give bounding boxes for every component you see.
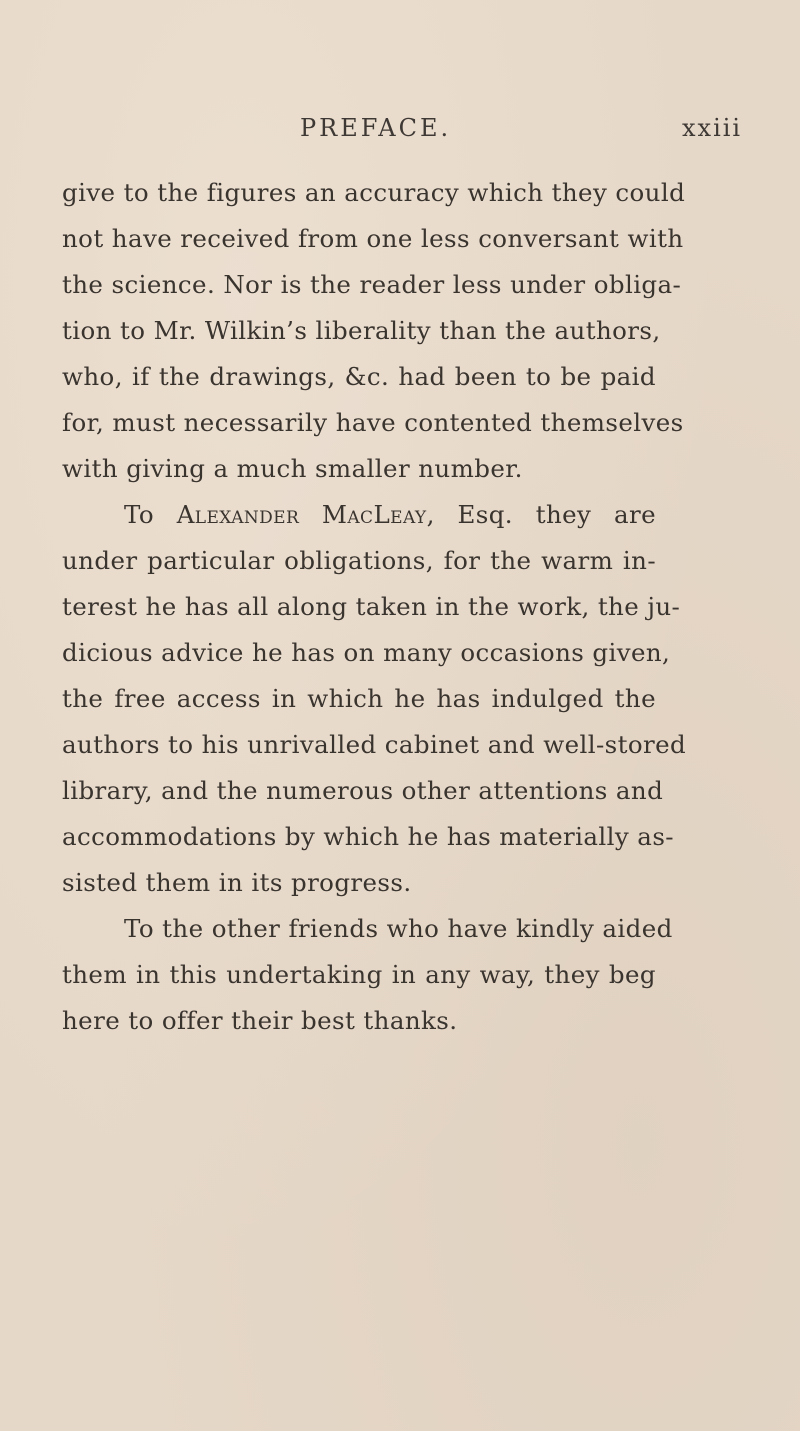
text-line: give to the figures an accuracy which they could (62, 178, 686, 207)
text-line: for, must necessarily have contented themselves (62, 408, 684, 437)
running-head (0, 114, 800, 154)
text-line: here to offer their best thanks. (62, 1006, 458, 1035)
text-line: To the other friends who have kindly aided (124, 914, 673, 943)
text-line-lead (62, 492, 656, 538)
lead-suffix: , Esq. they are (426, 500, 656, 529)
lead-prefix: To (124, 500, 177, 529)
person-name: Alexander MacLeay (176, 500, 427, 529)
body-text (62, 170, 687, 1044)
page-number: xxiii (682, 114, 743, 142)
text-line: them in this undertaking in any way, they beg (62, 960, 656, 989)
text-line: under particular obligations, for the warm in- (62, 546, 656, 575)
text-line: the free access in which he has indulged the (62, 684, 656, 713)
text-line: sisted them in its progress. (62, 868, 412, 897)
text-line: the science. Nor is the reader less under obliga- (62, 270, 682, 299)
text-line: library, and the numerous other attentions and (62, 776, 664, 805)
text-line: accommodations by which he has materially as- (62, 822, 674, 851)
text-line: not have received from one less conversant with (62, 224, 684, 253)
text-line: authors to his unrivalled cabinet and well-stored (62, 730, 687, 759)
text-line: tion to Mr. Wilkin’s liberality than the authors, (62, 316, 661, 345)
text-line: who, if the drawings, &c. had been to be paid (62, 362, 656, 391)
text-line: dicious advice he has on many occasions given, (62, 638, 671, 667)
text-line: with giving a much smaller number. (62, 454, 523, 483)
running-title: PREFACE. (300, 114, 452, 142)
text-line: terest he has all along taken in the work, the ju- (62, 592, 681, 621)
